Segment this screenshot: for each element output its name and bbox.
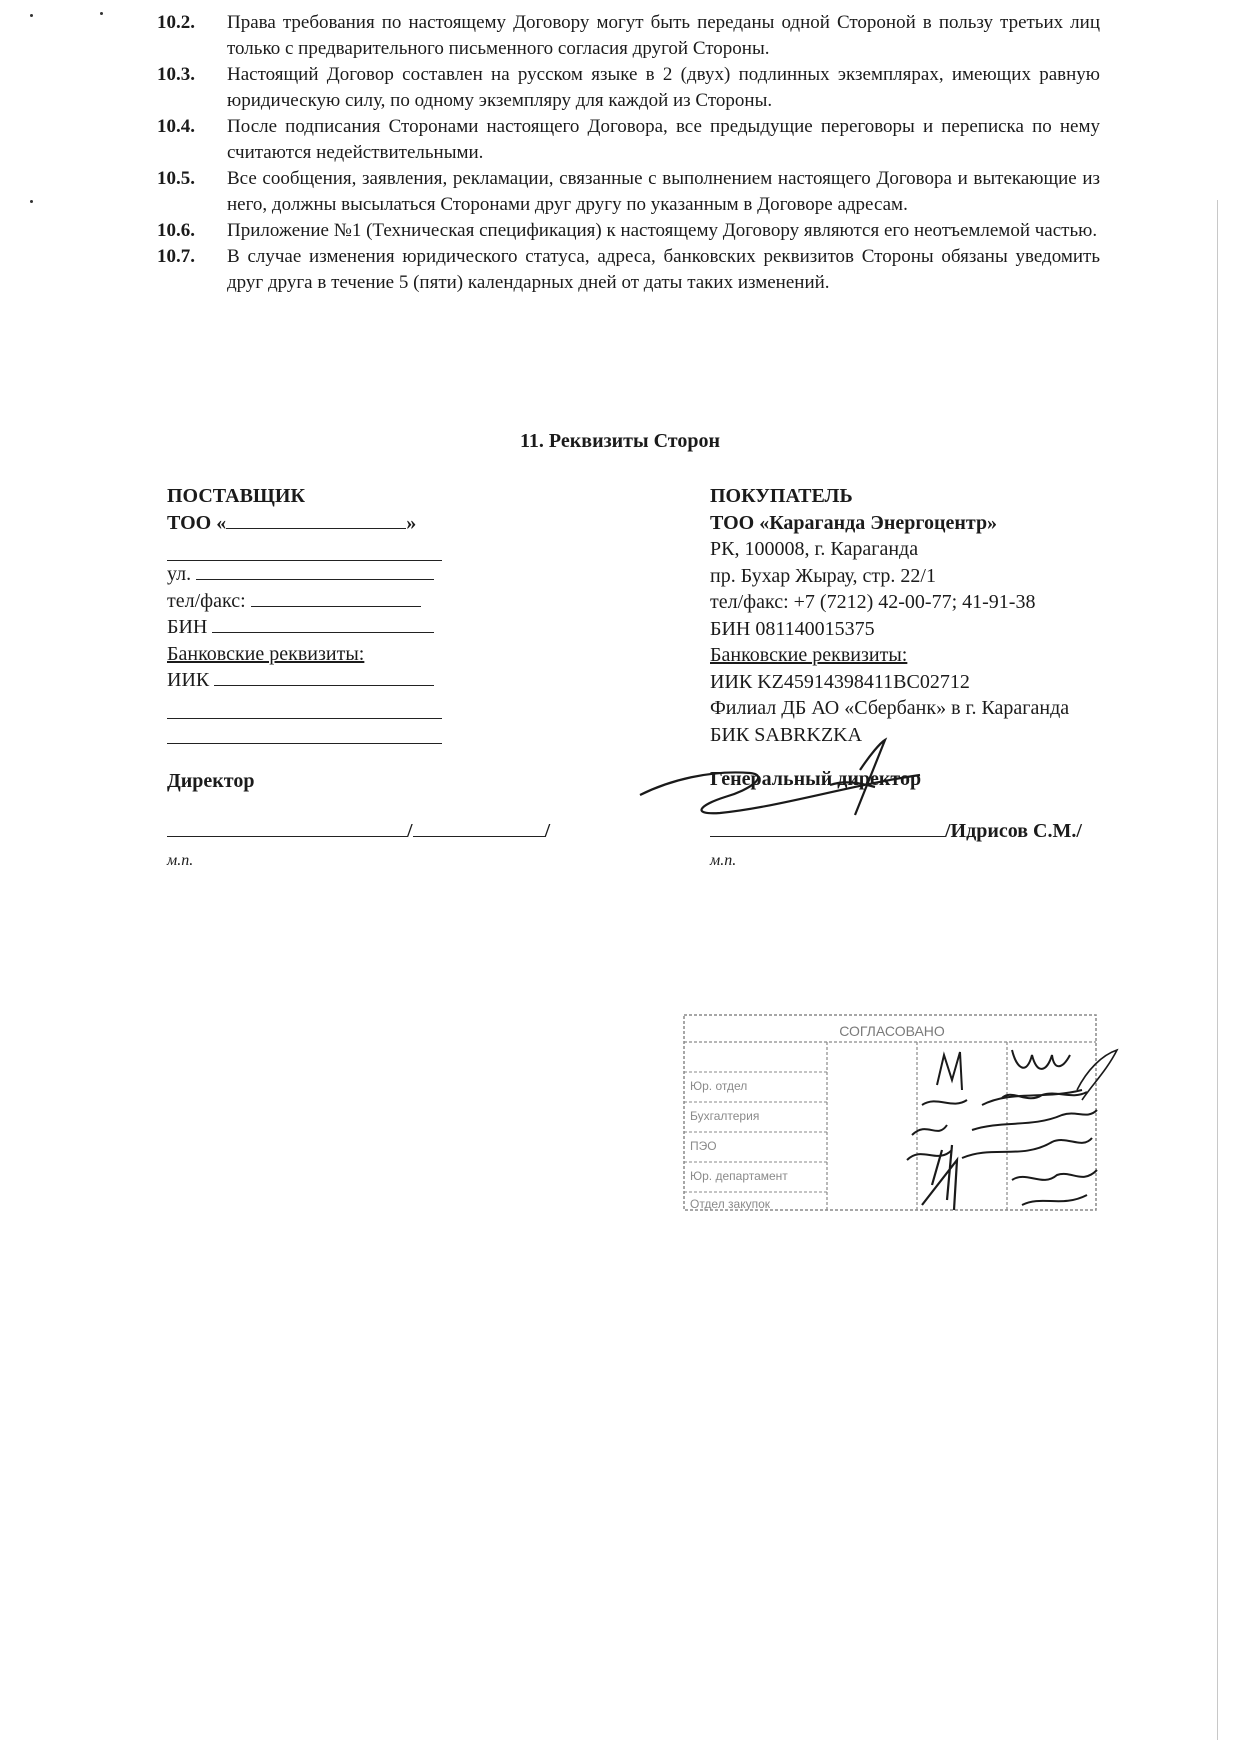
supplier-mp: м.п. — [167, 852, 194, 869]
supplier-sep1: / — [407, 820, 413, 842]
clause-number: 10.4. — [157, 116, 195, 137]
buyer-handwritten-signature — [630, 735, 960, 835]
buyer-position: Генеральный директор — [710, 768, 922, 790]
buyer-branch: Филиал ДБ АО «Сбербанк» в г. Караганда — [710, 697, 1070, 719]
clause-number: 10.7. — [157, 246, 195, 267]
supplier-iik — [167, 667, 457, 694]
supplier-org-prefix: ТОО « — [167, 511, 227, 534]
buyer-org: ТОО «Караганда Энергоцентр» — [710, 511, 998, 534]
clause-text: Приложение №1 (Техническая спецификация) к настоящему Договору являются его неотъемлемой частью. — [227, 220, 1098, 241]
supplier-street-label: ул. — [167, 563, 192, 585]
clause-text: После подписания Сторонами настоящего Договора, все предыдущие переговоры и переписка по нему считаются недействительными. — [227, 116, 1100, 163]
supplier-blank-line — [167, 536, 442, 561]
buyer-bin: БИН 081140015375 — [710, 617, 875, 640]
approval-stamp-row: ПЭО — [690, 1139, 717, 1153]
approval-stamp-row: Юр. департамент — [690, 1169, 788, 1183]
buyer-heading: ПОКУПАТЕЛЬ — [710, 485, 853, 507]
approval-stamp — [682, 1010, 1122, 1245]
clause-number: 10.6. — [157, 220, 195, 241]
scan-speck — [30, 14, 33, 17]
supplier-bin — [167, 614, 457, 641]
supplier-heading: ПОСТАВЩИК — [167, 485, 305, 507]
buyer-iik: ИИК KZ45914398411BC02712 — [710, 670, 970, 693]
clause-10-2 — [157, 10, 1100, 62]
scan-speck — [30, 200, 33, 203]
clause-10-5 — [157, 166, 1100, 218]
supplier-bank-label: Банковские реквизиты: — [167, 642, 365, 665]
buyer-phone: тел/факс: +7 (7212) 42-00-77; 41-91-38 — [710, 591, 1036, 613]
supplier-signature-blank — [167, 818, 407, 837]
supplier-iik-label: ИИК — [167, 669, 210, 691]
scan-speck — [100, 12, 103, 15]
supplier-block — [167, 483, 457, 744]
section-title: 11. Реквизиты Сторон — [520, 430, 720, 452]
supplier-street-blank — [196, 561, 434, 580]
buyer-address-1: РК, 100008, г. Караганда — [710, 538, 919, 560]
supplier-street — [167, 561, 457, 588]
clause-10-7 — [157, 244, 1100, 296]
buyer-address-2: пр. Бухар Жырау, стр. 22/1 — [710, 564, 936, 587]
supplier-blank-line — [167, 694, 442, 719]
approval-stamp-row: Юр. отдел — [690, 1079, 748, 1093]
approval-stamp-title: СОГЛАСОВАНО — [839, 1023, 945, 1039]
approval-stamp-row: Отдел закупок — [690, 1197, 771, 1211]
supplier-signature-line — [167, 818, 550, 843]
clause-text: Настоящий Договор составлен на русском языке в 2 (двух) подлинных экземплярах, имеющих равную юридическую силу, по одному экземпляру для каждой из Стороны. — [227, 64, 1100, 111]
clause-number: 10.2. — [157, 12, 195, 33]
clause-10-4 — [157, 114, 1100, 166]
supplier-name-blank — [413, 818, 545, 837]
buyer-mp: м.п. — [710, 852, 737, 869]
supplier-sep2: / — [544, 820, 551, 842]
clause-10-6 — [157, 218, 1100, 244]
approval-stamp-graphic — [682, 1010, 1122, 1245]
clauses-list — [157, 10, 1100, 296]
supplier-bin-blank — [212, 614, 434, 633]
supplier-iik-blank — [214, 667, 434, 686]
buyer-bank-label: Банковские реквизиты: — [710, 644, 908, 666]
clause-text: Права требования по настоящему Договору могут быть переданы одной Стороной в пользу третьих лиц только с предварительного письменного согласия другой Стороны. — [227, 12, 1100, 59]
supplier-org — [167, 510, 457, 537]
supplier-bin-label: БИН — [167, 616, 208, 638]
supplier-org-suffix: » — [406, 511, 417, 534]
supplier-phone-label: тел/факс: — [167, 589, 246, 612]
clause-10-3 — [157, 62, 1100, 114]
clause-text: Все сообщения, заявления, рекламации, связанные с выполнением настоящего Договора и вытекающие из него, должны высылаться Сторонами друг другу по указанным в Договоре адресам. — [227, 168, 1100, 215]
clause-text: В случае изменения юридического статуса, адреса, банковских реквизитов Стороны обязаны уведомить друг друга в течение 5 (пяти) календарных дней от даты таких изменений. — [227, 246, 1100, 293]
clause-number: 10.3. — [157, 64, 195, 85]
supplier-phone-blank — [251, 588, 421, 607]
buyer-block — [710, 483, 1130, 748]
supplier-blank-line — [167, 719, 442, 744]
supplier-position: Директор — [167, 770, 255, 792]
approval-stamp-row: Бухгалтерия — [690, 1109, 760, 1123]
supplier-phone — [167, 588, 457, 615]
clause-number: 10.5. — [157, 168, 195, 189]
buyer-signer: /Идрисов С.М./ — [945, 820, 1082, 842]
supplier-org-blank — [226, 510, 406, 529]
buyer-bik: БИК SABRKZKA — [710, 723, 863, 746]
